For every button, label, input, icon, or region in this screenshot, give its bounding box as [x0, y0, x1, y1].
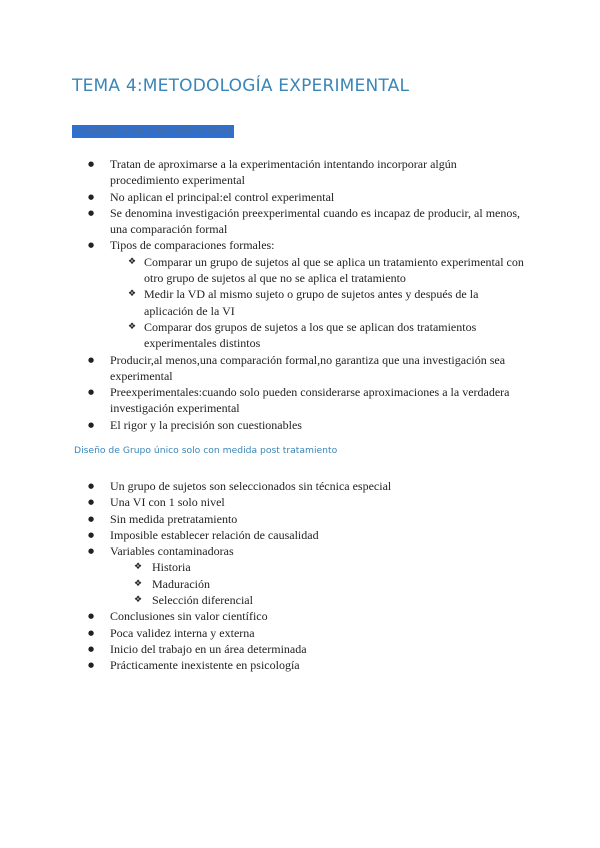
sublist-item: ❖ Selección diferencial — [110, 592, 528, 608]
list-item-text: Tipos de comparaciones formales: — [110, 238, 275, 253]
list-item: ● Preexperimentales:cuando solo pueden considerarse aproximaciones a la verdadera investigación experimental — [88, 384, 528, 417]
comparison-types-sublist — [110, 254, 528, 352]
page-title: TEMA 4:METODOLOGÍA EXPERIMENTAL — [72, 76, 410, 96]
sublist-item: ❖ Comparar dos grupos de sujetos a los que se aplican dos tratamientos experimentales distintos — [110, 319, 528, 352]
list-item: ● Producir,al menos,una comparación formal,no garantiza que una investigación sea experimental — [88, 352, 528, 385]
list-item: ● Conclusiones sin valor científico — [88, 608, 528, 624]
contaminating-variables-sublist — [110, 559, 528, 608]
sublist-item: ❖ Medir la VD al mismo sujeto o grupo de sujetos antes y después de la aplicación de la VI — [110, 286, 528, 319]
single-group-design-list — [88, 478, 528, 674]
list-item — [88, 237, 528, 351]
list-item: ● Una VI con 1 solo nivel — [88, 494, 528, 510]
list-item-text: Variables contaminadoras — [110, 544, 234, 559]
section-heading-single-group-design: Diseño de Grupo único solo con medida post tratamiento — [74, 445, 338, 456]
list-item: ● Tratan de aproximarse a la experimentación intentando incorporar algún procedimiento experimental — [88, 156, 528, 189]
sublist-item: ❖ Comparar un grupo de sujetos al que se aplica un tratamiento experimental con otro grupo de sujetos al que no se aplica el tratamiento — [110, 254, 528, 287]
list-item: ● Sin medida pretratamiento — [88, 511, 528, 527]
list-item: ● Prácticamente inexistente en psicología — [88, 657, 528, 673]
list-item — [88, 543, 528, 608]
section-heading-preexperimental: Investigaciones preexperimentales — [74, 126, 232, 136]
sublist-item: ❖ Historia — [110, 559, 528, 575]
list-item: ● No aplican el principal:el control experimental — [88, 189, 528, 205]
list-item: ● Un grupo de sujetos son seleccionados sin técnica especial — [88, 478, 528, 494]
list-item: ● Se denomina investigación preexperimental cuando es incapaz de producir, al menos, una comparación formal — [88, 205, 528, 238]
list-item: ● Poca validez interna y externa — [88, 625, 528, 641]
list-item: ● Imposible establecer relación de causalidad — [88, 527, 528, 543]
list-item: ● Inicio del trabajo en un área determinada — [88, 641, 528, 657]
preexperimental-list — [88, 156, 528, 433]
list-item: ● El rigor y la precisión son cuestionables — [88, 417, 528, 433]
sublist-item: ❖ Maduración — [110, 576, 528, 592]
